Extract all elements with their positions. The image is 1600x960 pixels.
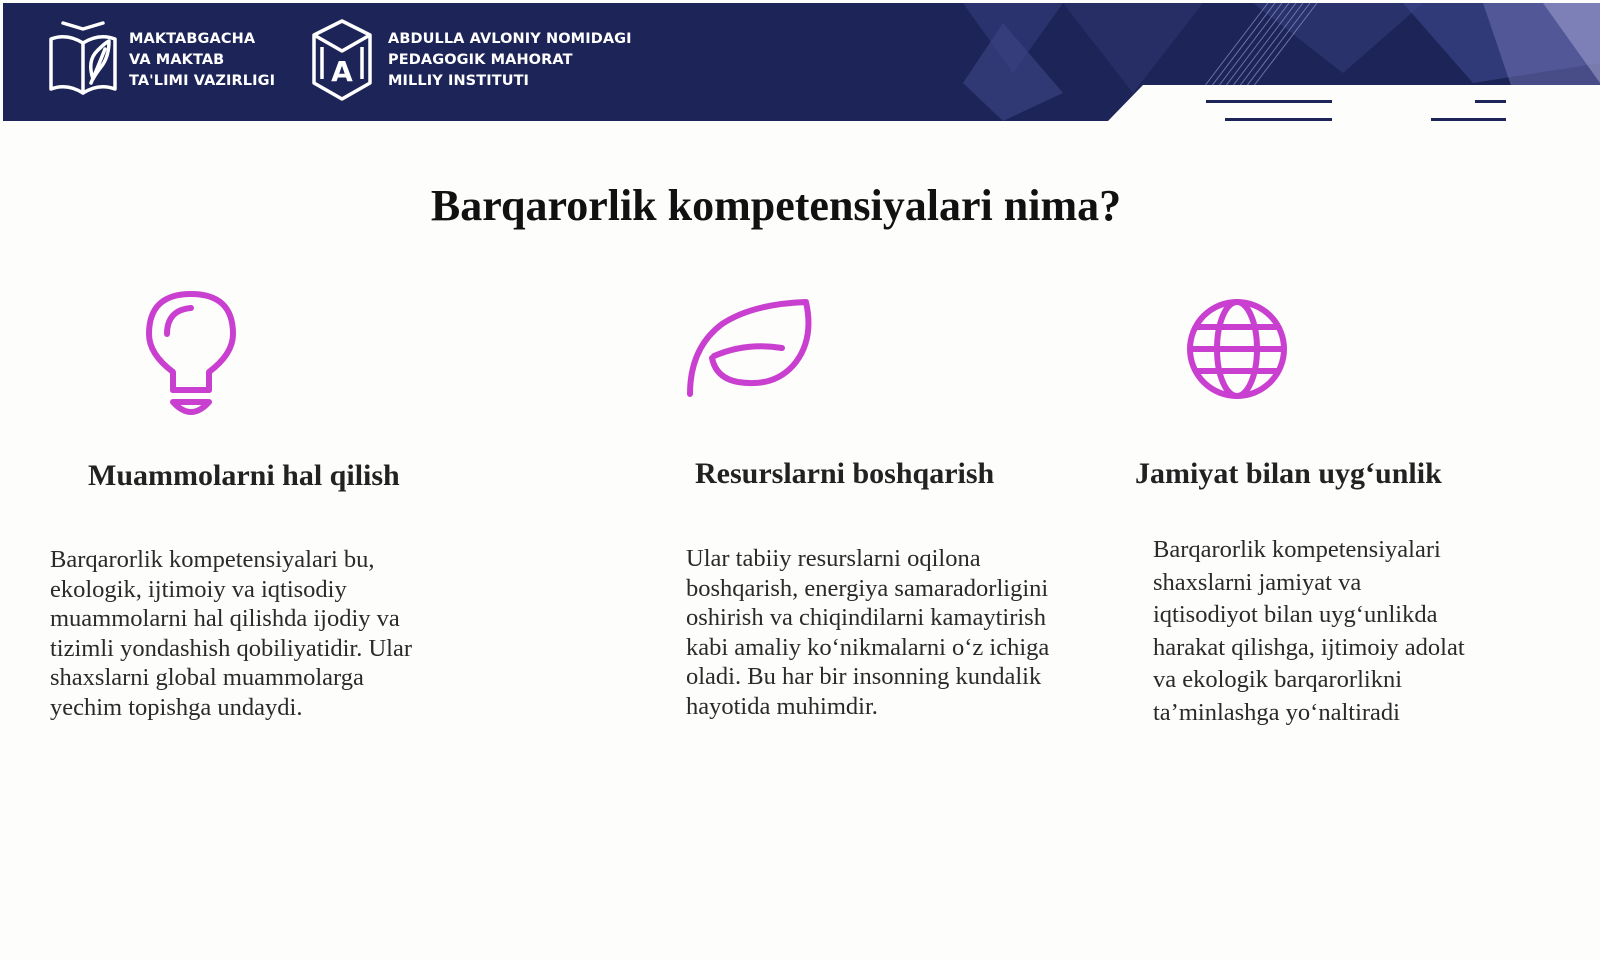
column-text-social-harmony [1153, 534, 1465, 729]
header-banner [3, 3, 1600, 121]
text-line: shaxslarni jamiyat va [1153, 568, 1362, 596]
text-line: hayotida muhimdir. [686, 692, 878, 720]
text-line: boshqarish, energiya samaradorligini [686, 574, 1049, 602]
text-line: shaxslarni global muammolarga [50, 664, 364, 691]
ministry-name [129, 29, 275, 92]
ministry-name-line: TA'LIMI VAZIRLIGI [129, 72, 276, 89]
column-heading-social-harmony: Jamiyat bilan uygʻunlik [1135, 457, 1442, 490]
column-heading-problem-solving: Muammolarni hal qilish [88, 459, 400, 492]
institute-name-line: MILLIY INSTITUTI [388, 72, 530, 89]
hexagon-a-icon [306, 17, 378, 103]
ministry-name-line: MAKTABGACHA [129, 30, 256, 47]
text-line: tizimli yondashish qobiliyatidir. Ular [50, 634, 413, 662]
text-line: kabi amaliy koʻnikmalarni oʻz ichiga [686, 633, 1050, 661]
text-line: harakat qilishga, ijtimoiy adolat [1153, 633, 1465, 661]
lightbulb-icon [145, 290, 237, 422]
text-line: iqtisodiyot bilan uygʻunlikda [1153, 601, 1438, 628]
institute-logo-letter: A [331, 55, 353, 88]
text-line: muammolarni hal qilishda ijodiy va [50, 605, 400, 632]
ministry-logo [47, 17, 275, 103]
ministry-name-line: VA MAKTAB [129, 51, 225, 68]
column-text-problem-solving [50, 545, 412, 722]
text-line: Barqarorlik kompetensiyalari bu, [50, 546, 375, 573]
institute-name-line: ABDULLA AVLONIY NOMIDAGI [388, 30, 632, 47]
text-line: va ekologik barqarorlikni [1153, 666, 1403, 693]
column-text-resource-management [686, 544, 1049, 721]
text-line: yechim topishga undaydi. [50, 693, 303, 721]
institute-name [388, 29, 632, 92]
leaf-icon [686, 298, 814, 398]
text-line: ekologik, ijtimoiy va iqtisodiy [50, 575, 347, 603]
slide-title: Barqarorlik kompetensiyalari nima? [430, 181, 1122, 230]
text-line: oladi. Bu har bir insonning kundalik [686, 663, 1042, 690]
institute-name-line: PEDAGOGIK MAHORAT [388, 51, 573, 68]
text-line: taʼminlashga yoʻnaltiradi [1153, 698, 1400, 726]
text-line: Barqarorlik kompetensiyalari [1153, 536, 1441, 563]
text-line: oshirish va chiqindilarni kamaytirish [686, 604, 1046, 631]
book-leaf-icon [47, 17, 119, 103]
column-heading-resource-management: Resurslarni boshqarish [695, 457, 995, 490]
institute-logo [306, 17, 632, 103]
text-line: Ular tabiiy resurslarni oqilona [686, 545, 981, 572]
globe-icon [1185, 297, 1289, 401]
